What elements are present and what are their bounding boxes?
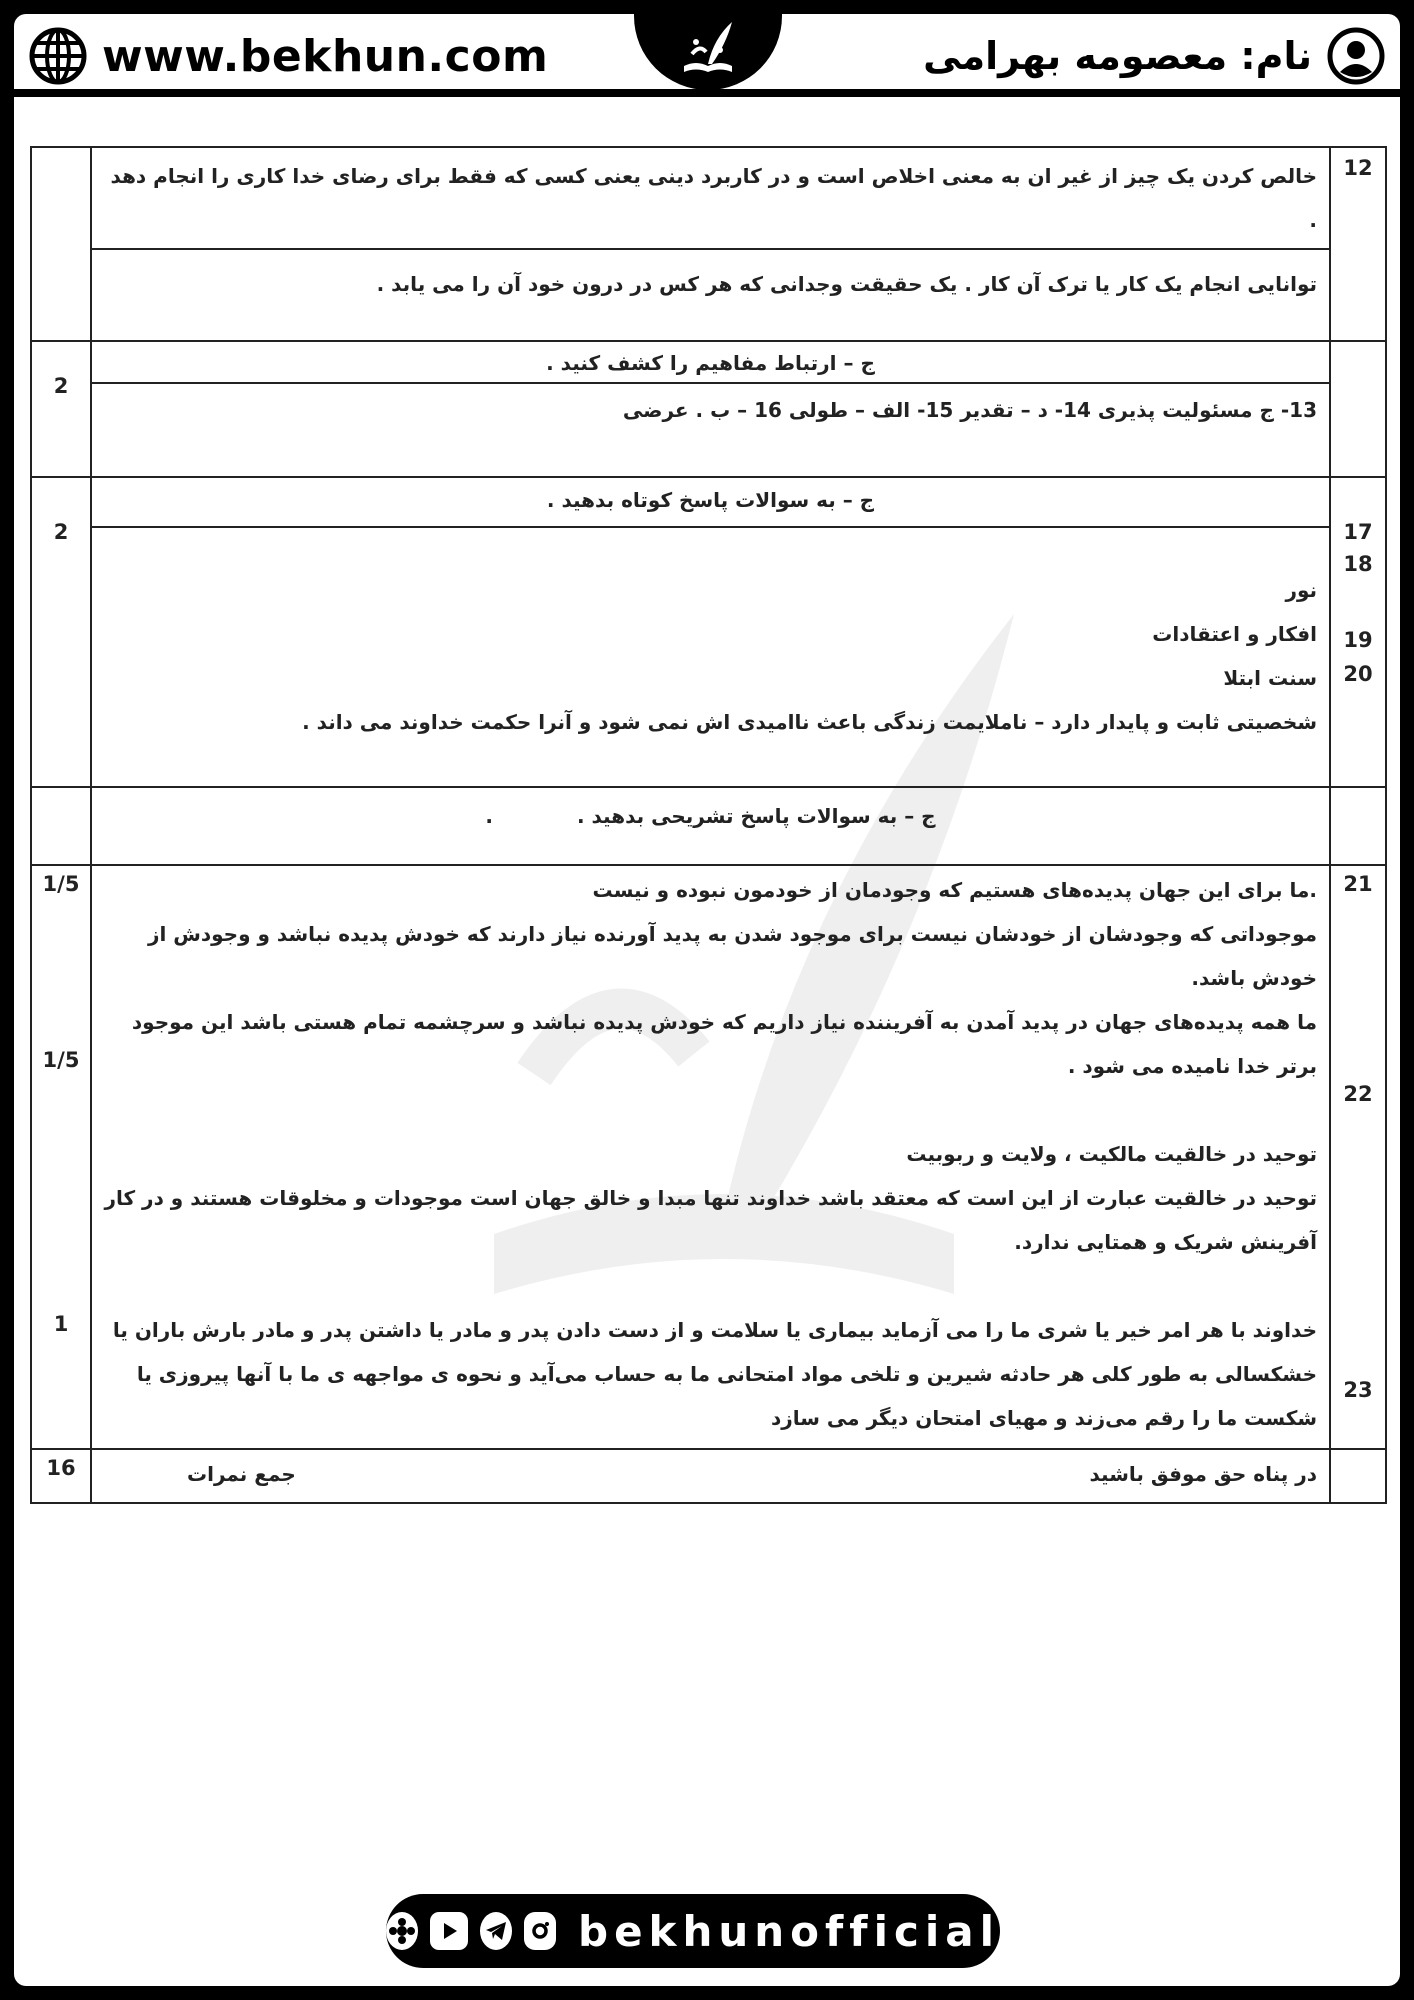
answer-cell xyxy=(91,477,1330,787)
globe-icon xyxy=(28,26,88,86)
social-footer[interactable] xyxy=(386,1894,1000,1968)
answer-19: افکار و اعتقادات xyxy=(1152,622,1317,646)
question-number-22: 22 xyxy=(1343,1082,1373,1106)
question-number xyxy=(1330,477,1386,787)
score-cell xyxy=(31,147,91,341)
answer-17: شخصیتی ثابت و پایدار دارد – ناملایمت زندگی باعث ناامیدی اش نمی شود و آنرا حکمت خداوند می داند . xyxy=(302,710,1317,734)
score-value-22: 1/5 xyxy=(42,1048,80,1072)
answer-20: سنت ابتلا xyxy=(1223,666,1317,690)
score-cell xyxy=(31,341,91,477)
question-number-18: 18 xyxy=(1343,552,1373,576)
answer-23: خداوند با هر امر خیر یا شری ما را می آزماید بیماری یا سلامت و از دست دادن پدر و مادر یا داشتن پدر و مادر بارش باران یا خشکسالی به طور کلی هر حادثه شیرین و تلخی مواد امتحانی ما به حساب می‌آید و نحوه ی مواجهه ی ما با آنها پیروزی یا شکست ما را رقم می‌زند و مهیای امتحان دیگر می سازد xyxy=(112,1318,1317,1430)
score-cell xyxy=(31,477,91,787)
question-number xyxy=(1330,1449,1386,1503)
score-value-21: 1/5 xyxy=(42,872,80,896)
question-number xyxy=(1330,865,1386,1449)
header-divider xyxy=(14,89,1400,97)
website-url[interactable]: www.bekhun.com xyxy=(102,30,549,82)
website-block[interactable] xyxy=(28,26,548,86)
table-row xyxy=(31,1449,1386,1503)
section-title-descriptive xyxy=(92,788,1329,838)
score-cell xyxy=(31,787,91,865)
answer-cell xyxy=(91,787,1330,865)
student-name: نام: معصومه بهرامی xyxy=(923,34,1312,78)
social-handle[interactable]: bekhunofficial xyxy=(578,1906,1001,1956)
telegram-icon[interactable] xyxy=(480,1912,512,1950)
question-number-20: 20 xyxy=(1343,662,1373,686)
answer-text-12b: توانایی انجام یک کار یا ترک آن کار . یک حقیقت وجدانی که هر کس در درون خود آن را می یابد . xyxy=(376,272,1317,296)
question-number xyxy=(1330,147,1386,341)
brand-logo xyxy=(634,14,782,90)
table-row xyxy=(31,147,1386,341)
answer-table xyxy=(30,146,1387,1504)
question-number-19: 19 xyxy=(1343,628,1373,652)
section-title-short: ج – به سوالات پاسخ کوتاه بدهید . xyxy=(92,478,1329,528)
score-value-23: 1 xyxy=(53,1312,69,1336)
score-cell xyxy=(31,865,91,1449)
answer-21-line1: .ما برای این جهان پدیده‌های هستیم که وجودمان از خودمون نبوده و نیست xyxy=(592,878,1317,902)
table-row xyxy=(31,787,1386,865)
instagram-icon[interactable] xyxy=(524,1912,556,1950)
youtube-icon[interactable] xyxy=(430,1912,469,1950)
answer-text-12a: خالص کردن یک چیز از غیر ان به معنی اخلاص است و در کاربرد دینی یعنی کسی که فقط برای رضای خدا کاری را انجام دهد . xyxy=(92,148,1329,250)
answer-cell xyxy=(91,865,1330,1449)
table-row xyxy=(31,865,1386,1449)
question-number-23: 23 xyxy=(1343,1378,1373,1402)
closing-message: در پناه حق موفق باشید xyxy=(1089,1462,1317,1486)
section-title-text: ج – به سوالات پاسخ تشریحی بدهید . xyxy=(576,804,936,828)
table-row xyxy=(31,477,1386,787)
answer-21-line2: موجوداتی که وجودشان از خودشان نیست برای موجود شدن به پدید آورنده نیاز دارند که خودش پدیده نباشد و وجودش از خودش باشد. xyxy=(147,922,1317,990)
student-block xyxy=(923,26,1386,86)
aparat-icon[interactable] xyxy=(386,1912,418,1950)
question-number xyxy=(1330,787,1386,865)
section-title-concepts: ج – ارتباط مفاهیم را کشف کنید . xyxy=(92,342,1329,384)
section-title-dot: . xyxy=(485,804,493,828)
answer-21-line3: ما همه پدیده‌های جهان در پدید آمدن به آفریننده نیاز داریم که خودش پدیده نباشد و سرچشمه تمام هستی باشد این موجود برتر خدا نامیده می شود . xyxy=(131,1010,1317,1078)
question-number-12: 12 xyxy=(1343,156,1373,180)
score-value: 2 xyxy=(53,520,69,544)
question-number xyxy=(1330,341,1386,477)
table-row xyxy=(31,341,1386,477)
book-quill-logo-icon xyxy=(634,14,782,90)
score-cell xyxy=(31,1449,91,1503)
total-label: جمع نمرات xyxy=(187,1462,296,1486)
score-value: 2 xyxy=(53,374,69,398)
total-score: 16 xyxy=(46,1456,76,1480)
answer-18: نور xyxy=(1285,578,1317,602)
user-icon xyxy=(1326,26,1386,86)
answers-13-16: 13- ج مسئولیت پذیری 14- د – تقدیر 15- الف – طولی 16 – ب . عرضی xyxy=(622,398,1317,422)
answer-cell xyxy=(91,147,1330,341)
answer-cell xyxy=(91,1449,1330,1503)
question-number-21: 21 xyxy=(1343,872,1373,896)
answer-22-line1: توحید در خالقیت مالکیت ، ولایت و ربوبیت xyxy=(906,1142,1317,1166)
answer-sheet xyxy=(14,14,1400,1986)
answer-22-line2: توحید در خالقیت عبارت از این است که معتقد باشد خداوند تنها مبدا و خالق جهان است موجودات و مخلوقات هستند و در کار آفرینش شریک و همتایی ندارد. xyxy=(104,1186,1317,1254)
question-number-17: 17 xyxy=(1343,520,1373,544)
answer-cell xyxy=(91,341,1330,477)
